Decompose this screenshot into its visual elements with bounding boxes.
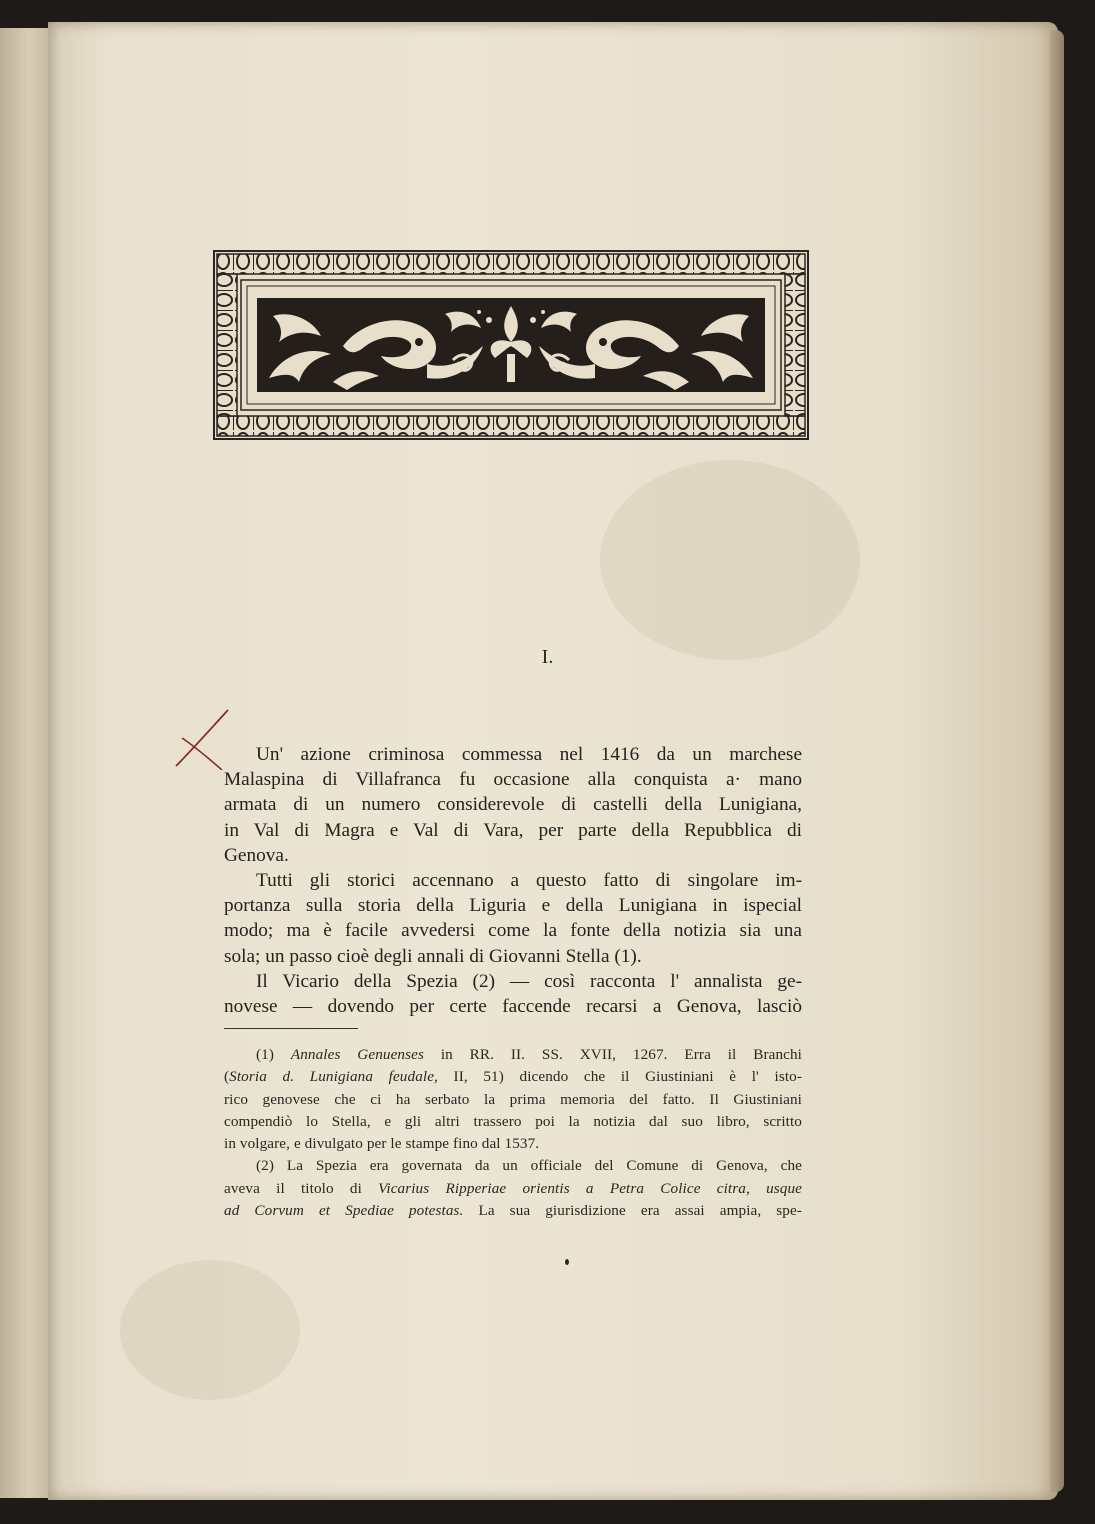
- citation-title: Storia d. Lunigiana feudale,: [229, 1068, 438, 1086]
- latin-title: ad Corvum et Spediae potestas.: [224, 1202, 464, 1220]
- footnote-1-line: compendiò lo Stella, e gli altri trassero poi la notizia dal suo libro, scritto: [224, 1112, 802, 1130]
- footnote-separator: [224, 1028, 358, 1029]
- body-line: Tutti gli storici accennano a questo fatto di singolare im-: [256, 870, 802, 892]
- paper-stain: [120, 1260, 300, 1400]
- footnote-2-line: [224, 1155, 802, 1177]
- body-line: modo; ma è facile avvedersi come la fonte della notizia sia una: [224, 920, 802, 942]
- footnote-text: La Spezia era governata da un officiale del Comune di Genova, che: [274, 1157, 802, 1175]
- body-line: Il Vicario della Spezia (2) — così racconta l' annalista ge-: [256, 970, 802, 992]
- footnote-1-line: [224, 1066, 802, 1088]
- previous-page-edge: [0, 28, 50, 1498]
- body-line: sola; un passo cioè degli annali di Giovanni Stella (1).: [224, 945, 642, 967]
- body-line: Genova.: [224, 844, 289, 866]
- footnotes: [224, 1044, 802, 1222]
- ink-speck: [565, 1259, 569, 1265]
- body-line: Un' azione criminosa commessa nel 1416 da un marchese: [256, 744, 802, 765]
- footnote-text: La sua giurisdizione era assai ampia, spe-: [463, 1202, 802, 1220]
- headpiece-ornament: [213, 250, 809, 440]
- footnote-1-line: rico genovese che ci ha serbato la prima memoria del fatto. Il Giustiniani: [224, 1090, 802, 1108]
- body-line: Malaspina di Villafranca fu occasione alla conquista a· mano: [224, 769, 802, 791]
- footnote-2-line: [224, 1200, 802, 1222]
- body-line: armata di un numero considerevole di castelli della Lunigiana,: [224, 794, 802, 816]
- footnote-text: (: [224, 1068, 230, 1086]
- citation-title: Annales Genuenses: [290, 1046, 424, 1063]
- footnote-text: II, 51) dicendo che il Giustiniani è l' isto-: [437, 1068, 802, 1086]
- section-number: I.: [541, 646, 554, 668]
- footnote-text: aveva il titolo di: [224, 1179, 379, 1197]
- footnote-marker: (1): [256, 1046, 275, 1063]
- latin-title: Vicarius Ripperiae orientis a Petra Colice citra, usque: [378, 1179, 802, 1197]
- body-text: [224, 742, 802, 1019]
- footnote-2-line: [224, 1178, 802, 1200]
- footnote-text: in RR. II. SS. XVII, 1267. Erra il Branchi: [424, 1046, 802, 1063]
- footnote-1-line: [224, 1044, 802, 1066]
- page-fore-edge: [1050, 30, 1064, 1492]
- footnote-marker: (2): [256, 1157, 275, 1175]
- body-line: portanza sulla storia della Liguria e della Lunigiana in ispecial: [224, 895, 802, 917]
- body-line: in Val di Magra e Val di Vara, per parte della Repubblica di: [224, 819, 802, 841]
- paper-stain: [600, 460, 860, 660]
- footnote-1-line: in volgare, e divulgato per le stampe fino dal 1537.: [224, 1135, 540, 1153]
- body-line: novese — dovendo per certe faccende recarsi a Genova, lasciò: [224, 996, 802, 1018]
